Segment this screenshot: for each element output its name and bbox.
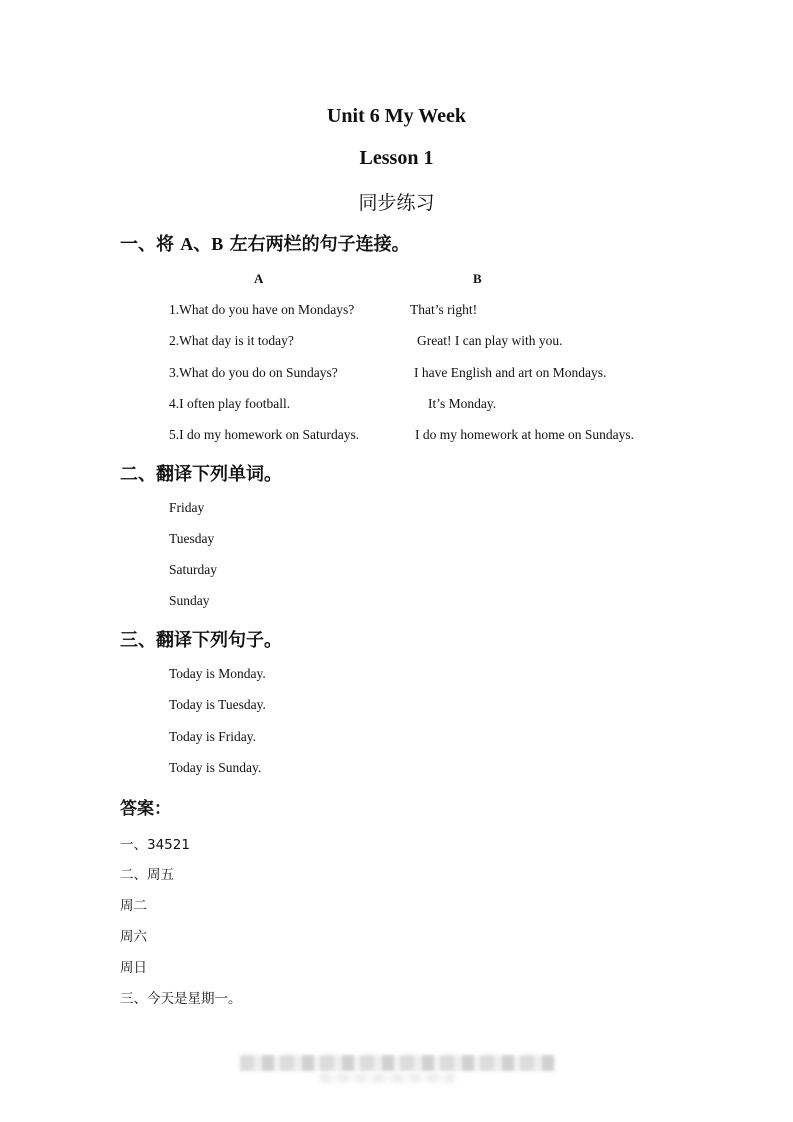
sentence-item: Today is Sunday. (169, 760, 262, 775)
section3-heading: 三、翻译下列句子。 (120, 630, 282, 651)
sentence-item: Today is Tuesday. (169, 697, 266, 712)
answer-line: 二、周五 (120, 867, 174, 883)
right-item: It’s Monday. (428, 396, 497, 411)
sentence-item: Today is Monday. (169, 666, 266, 681)
answers-title: 答案： (120, 799, 171, 819)
right-item: I do my homework at home on Sundays. (415, 427, 634, 442)
section1-heading-prefix: 一、将 (120, 234, 181, 255)
blurred-footer-watermark-2 (320, 1073, 455, 1083)
unit-title: Unit 6 My Week (326, 105, 467, 127)
sentence-item: Today is Friday. (169, 729, 257, 744)
section1-heading-a: A (180, 234, 194, 254)
left-item: 2.What day is it today? (169, 333, 294, 348)
section2-heading: 二、翻译下列单词。 (120, 464, 282, 485)
answer-line: 周日 (120, 960, 147, 976)
section1-heading-suffix: 左右两栏的句子连接。 (223, 234, 410, 255)
left-item: 5.I do my homework on Saturdays. (169, 427, 360, 442)
section1-heading-b: B (211, 234, 224, 254)
right-item: Great! I can play with you. (417, 333, 563, 348)
right-item: I have English and art on Mondays. (414, 365, 607, 380)
lesson-title: Lesson 1 (359, 147, 434, 169)
answer-line: 周二 (120, 898, 147, 914)
blurred-footer-watermark (240, 1055, 555, 1071)
section1-heading-sep: 、 (193, 234, 212, 255)
answer-line: 周六 (120, 929, 147, 945)
left-item: 1.What do you have on Mondays? (169, 302, 355, 317)
left-item: 3.What do you do on Sundays? (169, 365, 338, 380)
answer-line: 一、34521 (120, 837, 190, 853)
word-item: Saturday (169, 562, 217, 577)
right-item: That’s right! (410, 302, 478, 317)
column-b-header: B (473, 271, 482, 286)
word-item: Friday (169, 500, 205, 515)
section1-heading (120, 230, 410, 256)
word-item: Sunday (169, 593, 210, 608)
answer-line: 三、今天是星期一。 (120, 991, 242, 1007)
left-item: 4.I often play football. (169, 396, 291, 411)
word-item: Tuesday (169, 531, 215, 546)
column-a-header: A (254, 271, 264, 286)
exercise-subtitle: 同步练习 (358, 192, 435, 214)
